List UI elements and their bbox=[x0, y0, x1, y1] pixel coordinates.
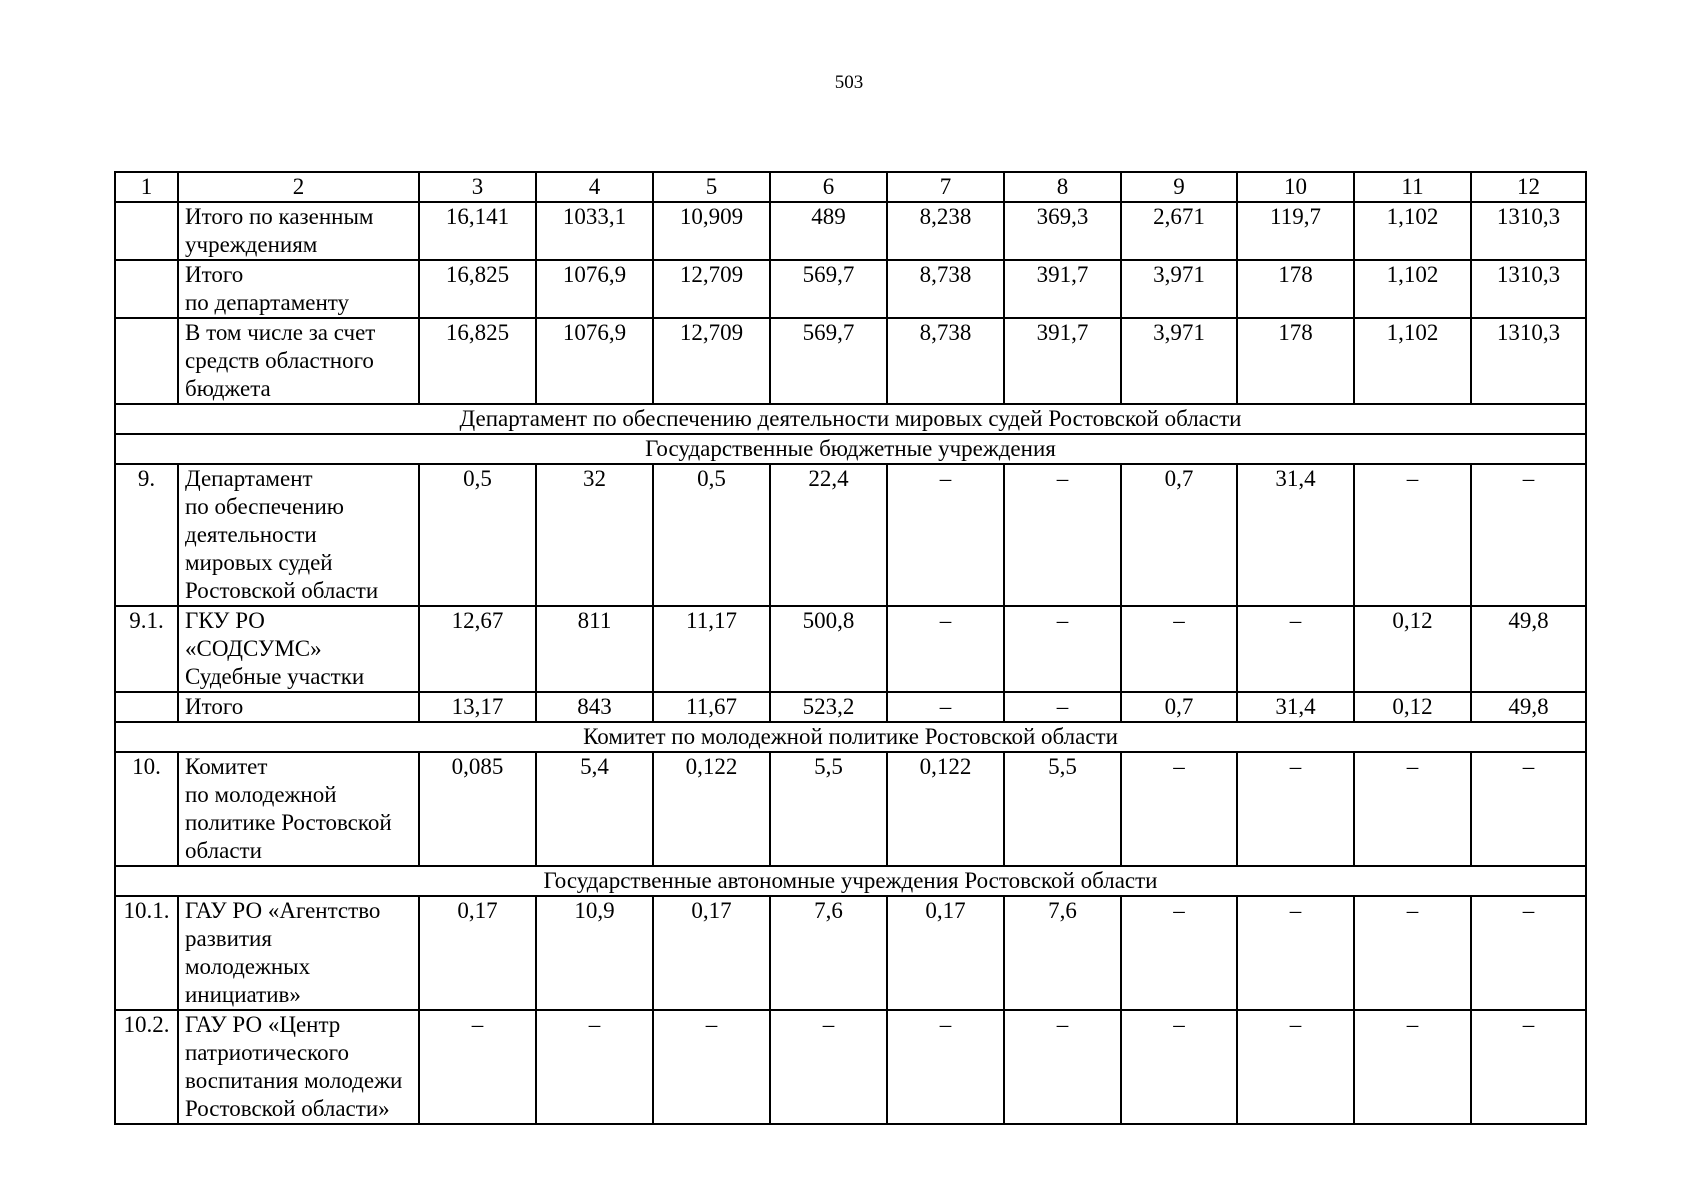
row-number: 10.1. bbox=[115, 896, 178, 1010]
value-cell: 0,5 bbox=[419, 464, 536, 606]
value-cell: 0,122 bbox=[653, 752, 770, 866]
budget-table bbox=[114, 171, 1587, 1125]
value-cell: – bbox=[887, 464, 1004, 606]
value-cell: 569,7 bbox=[770, 260, 887, 318]
table-row bbox=[115, 1010, 1586, 1124]
value-cell: 16,825 bbox=[419, 260, 536, 318]
row-name: ГАУ РО «Центр патриотического воспитания молодежи Ростовской области» bbox=[178, 1010, 419, 1124]
value-cell: 1,102 bbox=[1354, 202, 1471, 260]
row-name: Комитет по молодежной политике Ростовской области bbox=[178, 752, 419, 866]
value-cell: – bbox=[536, 1010, 653, 1124]
table-row bbox=[115, 202, 1586, 260]
value-cell: 3,971 bbox=[1121, 318, 1237, 404]
column-header: 4 bbox=[536, 172, 653, 202]
value-cell: – bbox=[653, 1010, 770, 1124]
value-cell: – bbox=[1121, 606, 1237, 692]
section-header-row bbox=[115, 404, 1586, 434]
table-body bbox=[115, 172, 1586, 1124]
table-row bbox=[115, 692, 1586, 722]
section-title: Государственные бюджетные учреждения bbox=[115, 434, 1586, 464]
value-cell: 3,971 bbox=[1121, 260, 1237, 318]
value-cell: 1310,3 bbox=[1471, 260, 1586, 318]
value-cell: – bbox=[1471, 464, 1586, 606]
value-cell: 12,709 bbox=[653, 260, 770, 318]
value-cell: 5,5 bbox=[770, 752, 887, 866]
value-cell: 1,102 bbox=[1354, 318, 1471, 404]
value-cell: – bbox=[1004, 1010, 1121, 1124]
value-cell: 1,102 bbox=[1354, 260, 1471, 318]
section-title: Департамент по обеспечению деятельности мировых судей Ростовской области bbox=[115, 404, 1586, 434]
value-cell: 489 bbox=[770, 202, 887, 260]
row-number: 9.1. bbox=[115, 606, 178, 692]
section-title: Комитет по молодежной политике Ростовской области bbox=[115, 722, 1586, 752]
row-number bbox=[115, 260, 178, 318]
column-header: 8 bbox=[1004, 172, 1121, 202]
column-header: 5 bbox=[653, 172, 770, 202]
value-cell: – bbox=[1121, 752, 1237, 866]
column-header: 6 bbox=[770, 172, 887, 202]
value-cell: 31,4 bbox=[1237, 692, 1354, 722]
row-name: ГКУ РО «СОДСУМС» Судебные участки bbox=[178, 606, 419, 692]
value-cell: 8,738 bbox=[887, 318, 1004, 404]
value-cell: 1310,3 bbox=[1471, 202, 1586, 260]
value-cell: 7,6 bbox=[1004, 896, 1121, 1010]
value-cell: 391,7 bbox=[1004, 260, 1121, 318]
table-row bbox=[115, 464, 1586, 606]
table-row bbox=[115, 896, 1586, 1010]
value-cell: 0,17 bbox=[419, 896, 536, 1010]
value-cell: 0,7 bbox=[1121, 692, 1237, 722]
value-cell: 0,12 bbox=[1354, 606, 1471, 692]
value-cell: – bbox=[1237, 606, 1354, 692]
value-cell: 11,67 bbox=[653, 692, 770, 722]
row-number: 10.2. bbox=[115, 1010, 178, 1124]
value-cell: 22,4 bbox=[770, 464, 887, 606]
value-cell: – bbox=[1237, 896, 1354, 1010]
column-header: 3 bbox=[419, 172, 536, 202]
value-cell: 1076,9 bbox=[536, 318, 653, 404]
column-header: 10 bbox=[1237, 172, 1354, 202]
table-row bbox=[115, 752, 1586, 866]
value-cell: 8,238 bbox=[887, 202, 1004, 260]
value-cell: 1076,9 bbox=[536, 260, 653, 318]
value-cell: 10,9 bbox=[536, 896, 653, 1010]
value-cell: 391,7 bbox=[1004, 318, 1121, 404]
value-cell: 11,17 bbox=[653, 606, 770, 692]
value-cell: 119,7 bbox=[1237, 202, 1354, 260]
row-number bbox=[115, 202, 178, 260]
value-cell: – bbox=[1471, 896, 1586, 1010]
value-cell: 523,2 bbox=[770, 692, 887, 722]
value-cell: – bbox=[1004, 464, 1121, 606]
value-cell: 16,141 bbox=[419, 202, 536, 260]
value-cell: 5,4 bbox=[536, 752, 653, 866]
value-cell: – bbox=[1237, 752, 1354, 866]
row-name: Итого по казенным учреждениям bbox=[178, 202, 419, 260]
value-cell: – bbox=[1121, 896, 1237, 1010]
value-cell: 0,122 bbox=[887, 752, 1004, 866]
row-number: 10. bbox=[115, 752, 178, 866]
value-cell: 49,8 bbox=[1471, 692, 1586, 722]
value-cell: 0,7 bbox=[1121, 464, 1237, 606]
value-cell: – bbox=[1121, 1010, 1237, 1124]
value-cell: 8,738 bbox=[887, 260, 1004, 318]
value-cell: 569,7 bbox=[770, 318, 887, 404]
value-cell: 500,8 bbox=[770, 606, 887, 692]
row-name: ГАУ РО «Агентство развития молодежных инициатив» bbox=[178, 896, 419, 1010]
value-cell: 811 bbox=[536, 606, 653, 692]
value-cell: 12,67 bbox=[419, 606, 536, 692]
table-row bbox=[115, 260, 1586, 318]
value-cell: 16,825 bbox=[419, 318, 536, 404]
column-header: 11 bbox=[1354, 172, 1471, 202]
row-name: Итого по департаменту bbox=[178, 260, 419, 318]
value-cell: 0,085 bbox=[419, 752, 536, 866]
value-cell: – bbox=[1237, 1010, 1354, 1124]
value-cell: 13,17 bbox=[419, 692, 536, 722]
value-cell: 178 bbox=[1237, 318, 1354, 404]
value-cell: 31,4 bbox=[1237, 464, 1354, 606]
value-cell: 0,12 bbox=[1354, 692, 1471, 722]
section-header-row bbox=[115, 434, 1586, 464]
value-cell: 2,671 bbox=[1121, 202, 1237, 260]
value-cell: 0,5 bbox=[653, 464, 770, 606]
row-number bbox=[115, 692, 178, 722]
value-cell: 369,3 bbox=[1004, 202, 1121, 260]
value-cell: 32 bbox=[536, 464, 653, 606]
row-name: Итого bbox=[178, 692, 419, 722]
value-cell: – bbox=[770, 1010, 887, 1124]
value-cell: – bbox=[1354, 896, 1471, 1010]
value-cell: 1033,1 bbox=[536, 202, 653, 260]
value-cell: – bbox=[887, 606, 1004, 692]
section-title: Государственные автономные учреждения Ростовской области bbox=[115, 866, 1586, 896]
value-cell: 10,909 bbox=[653, 202, 770, 260]
value-cell: 49,8 bbox=[1471, 606, 1586, 692]
value-cell: – bbox=[887, 1010, 1004, 1124]
section-header-row bbox=[115, 722, 1586, 752]
value-cell: 12,709 bbox=[653, 318, 770, 404]
value-cell: – bbox=[419, 1010, 536, 1124]
column-header: 12 bbox=[1471, 172, 1586, 202]
row-name: Департамент по обеспечению деятельности мировых судей Ростовской области bbox=[178, 464, 419, 606]
value-cell: 843 bbox=[536, 692, 653, 722]
value-cell: 0,17 bbox=[887, 896, 1004, 1010]
section-header-row bbox=[115, 866, 1586, 896]
row-name: В том числе за счет средств областного бюджета bbox=[178, 318, 419, 404]
column-header: 2 bbox=[178, 172, 419, 202]
table-row bbox=[115, 606, 1586, 692]
value-cell: 5,5 bbox=[1004, 752, 1121, 866]
value-cell: – bbox=[887, 692, 1004, 722]
column-number-header-row bbox=[115, 172, 1586, 202]
value-cell: – bbox=[1471, 752, 1586, 866]
column-header: 9 bbox=[1121, 172, 1237, 202]
row-number bbox=[115, 318, 178, 404]
value-cell: – bbox=[1354, 1010, 1471, 1124]
value-cell: – bbox=[1004, 606, 1121, 692]
page-number: 503 bbox=[834, 72, 864, 93]
row-number: 9. bbox=[115, 464, 178, 606]
column-header: 7 bbox=[887, 172, 1004, 202]
value-cell: – bbox=[1471, 1010, 1586, 1124]
value-cell: – bbox=[1354, 752, 1471, 866]
value-cell: – bbox=[1004, 692, 1121, 722]
value-cell: 0,17 bbox=[653, 896, 770, 1010]
table-row bbox=[115, 318, 1586, 404]
value-cell: 1310,3 bbox=[1471, 318, 1586, 404]
value-cell: 178 bbox=[1237, 260, 1354, 318]
value-cell: – bbox=[1354, 464, 1471, 606]
column-header: 1 bbox=[115, 172, 178, 202]
value-cell: 7,6 bbox=[770, 896, 887, 1010]
